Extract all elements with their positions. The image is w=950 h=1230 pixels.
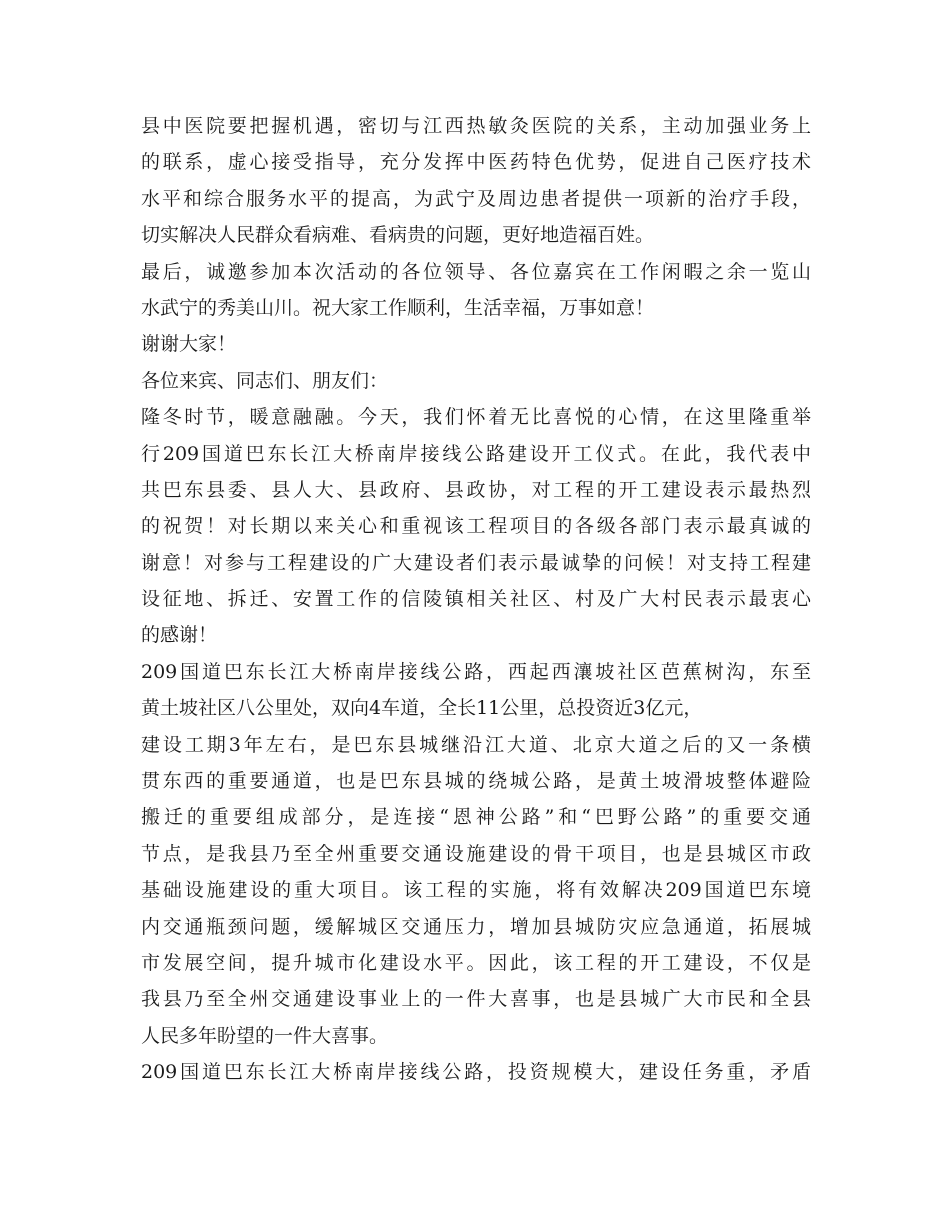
text-line: 209国道巴东长江大桥南岸接线公路，投资规模大，建设任务重，矛盾 xyxy=(141,1061,811,1084)
text-line: 基础设施建设的重大项目。该工程的实施，将有效解决209国道巴东境 xyxy=(141,879,811,902)
text-line: 人民多年盼望的一件大喜事。 xyxy=(141,1024,389,1047)
text-line: 县中医院要把握机遇，密切与江西热敏灸医院的关系，主动加强业务上 xyxy=(141,115,811,137)
text-line: 的感谢！ xyxy=(141,624,218,647)
text-line: 水武宁的秀美山川。祝大家工作顺利，生活幸福，万事如意！ xyxy=(141,296,655,319)
text-line: 内交通瓶颈问题，缓解城区交通压力，增加县城防灾应急通道，拓展城 xyxy=(141,915,811,938)
text-line: 行209国道巴东长江大桥南岸接线公路建设开工仪式。在此，我代表中 xyxy=(141,442,811,465)
text-line: 最后，诚邀参加本次活动的各位领导、各位嘉宾在工作闲暇之余一览山 xyxy=(141,260,811,283)
document-body xyxy=(141,108,811,1091)
text-line: 搬迁的重要组成部分，是连接“恩神公路”和“巴野公路”的重要交通 xyxy=(141,806,811,829)
text-line: 建设工期3年左右，是巴东县城继沿江大道、北京大道之后的又一条横 xyxy=(141,733,811,756)
text-line: 隆冬时节，暖意融融。今天，我们怀着无比喜悦的心情，在这里隆重举 xyxy=(141,406,811,429)
text-line: 209国道巴东长江大桥南岸接线公路，西起西瀼坡社区芭蕉树沟，东至 xyxy=(141,660,811,683)
text-line: 共巴东县委、县人大、县政府、县政协，对工程的开工建设表示最热烈 xyxy=(141,478,811,501)
text-line: 谢谢大家！ xyxy=(141,333,237,356)
text-line: 设征地、拆迁、安置工作的信陵镇相关社区、村及广大村民表示最衷心 xyxy=(141,588,811,611)
text-line: 的祝贺！对长期以来关心和重视该工程项目的各级各部门表示最真诚的 xyxy=(141,515,811,538)
text-line: 黄土坡社区八公里处，双向4车道，全长11公里，总投资近3亿元， xyxy=(141,697,703,720)
text-line: 市发展空间，提升城市化建设水平。因此，该工程的开工建设，不仅是 xyxy=(141,951,811,974)
text-line: 贯东西的重要通道，也是巴东县城的绕城公路，是黄土坡滑坡整体避险 xyxy=(141,770,811,793)
text-line: 的联系，虚心接受指导，充分发挥中医药特色优势，促进自己医疗技术 xyxy=(141,151,811,174)
text-line: 谢意！对参与工程建设的广大建设者们表示最诚挚的问候！对支持工程建 xyxy=(141,551,811,574)
text-line: 各位来宾、同志们、朋友们： xyxy=(141,369,389,392)
text-line: 节点，是我县乃至全州重要交通设施建设的骨干项目，也是县城区市政 xyxy=(141,842,811,865)
text-line: 切实解决人民群众看病难、看病贵的问题，更好地造福百姓。 xyxy=(141,224,655,247)
text-line: 我县乃至全州交通建设事业上的一件大喜事，也是县城广大市民和全县 xyxy=(141,988,811,1011)
text-line: 水平和综合服务水平的提高，为武宁及周边患者提供一项新的治疗手段， xyxy=(141,187,811,210)
